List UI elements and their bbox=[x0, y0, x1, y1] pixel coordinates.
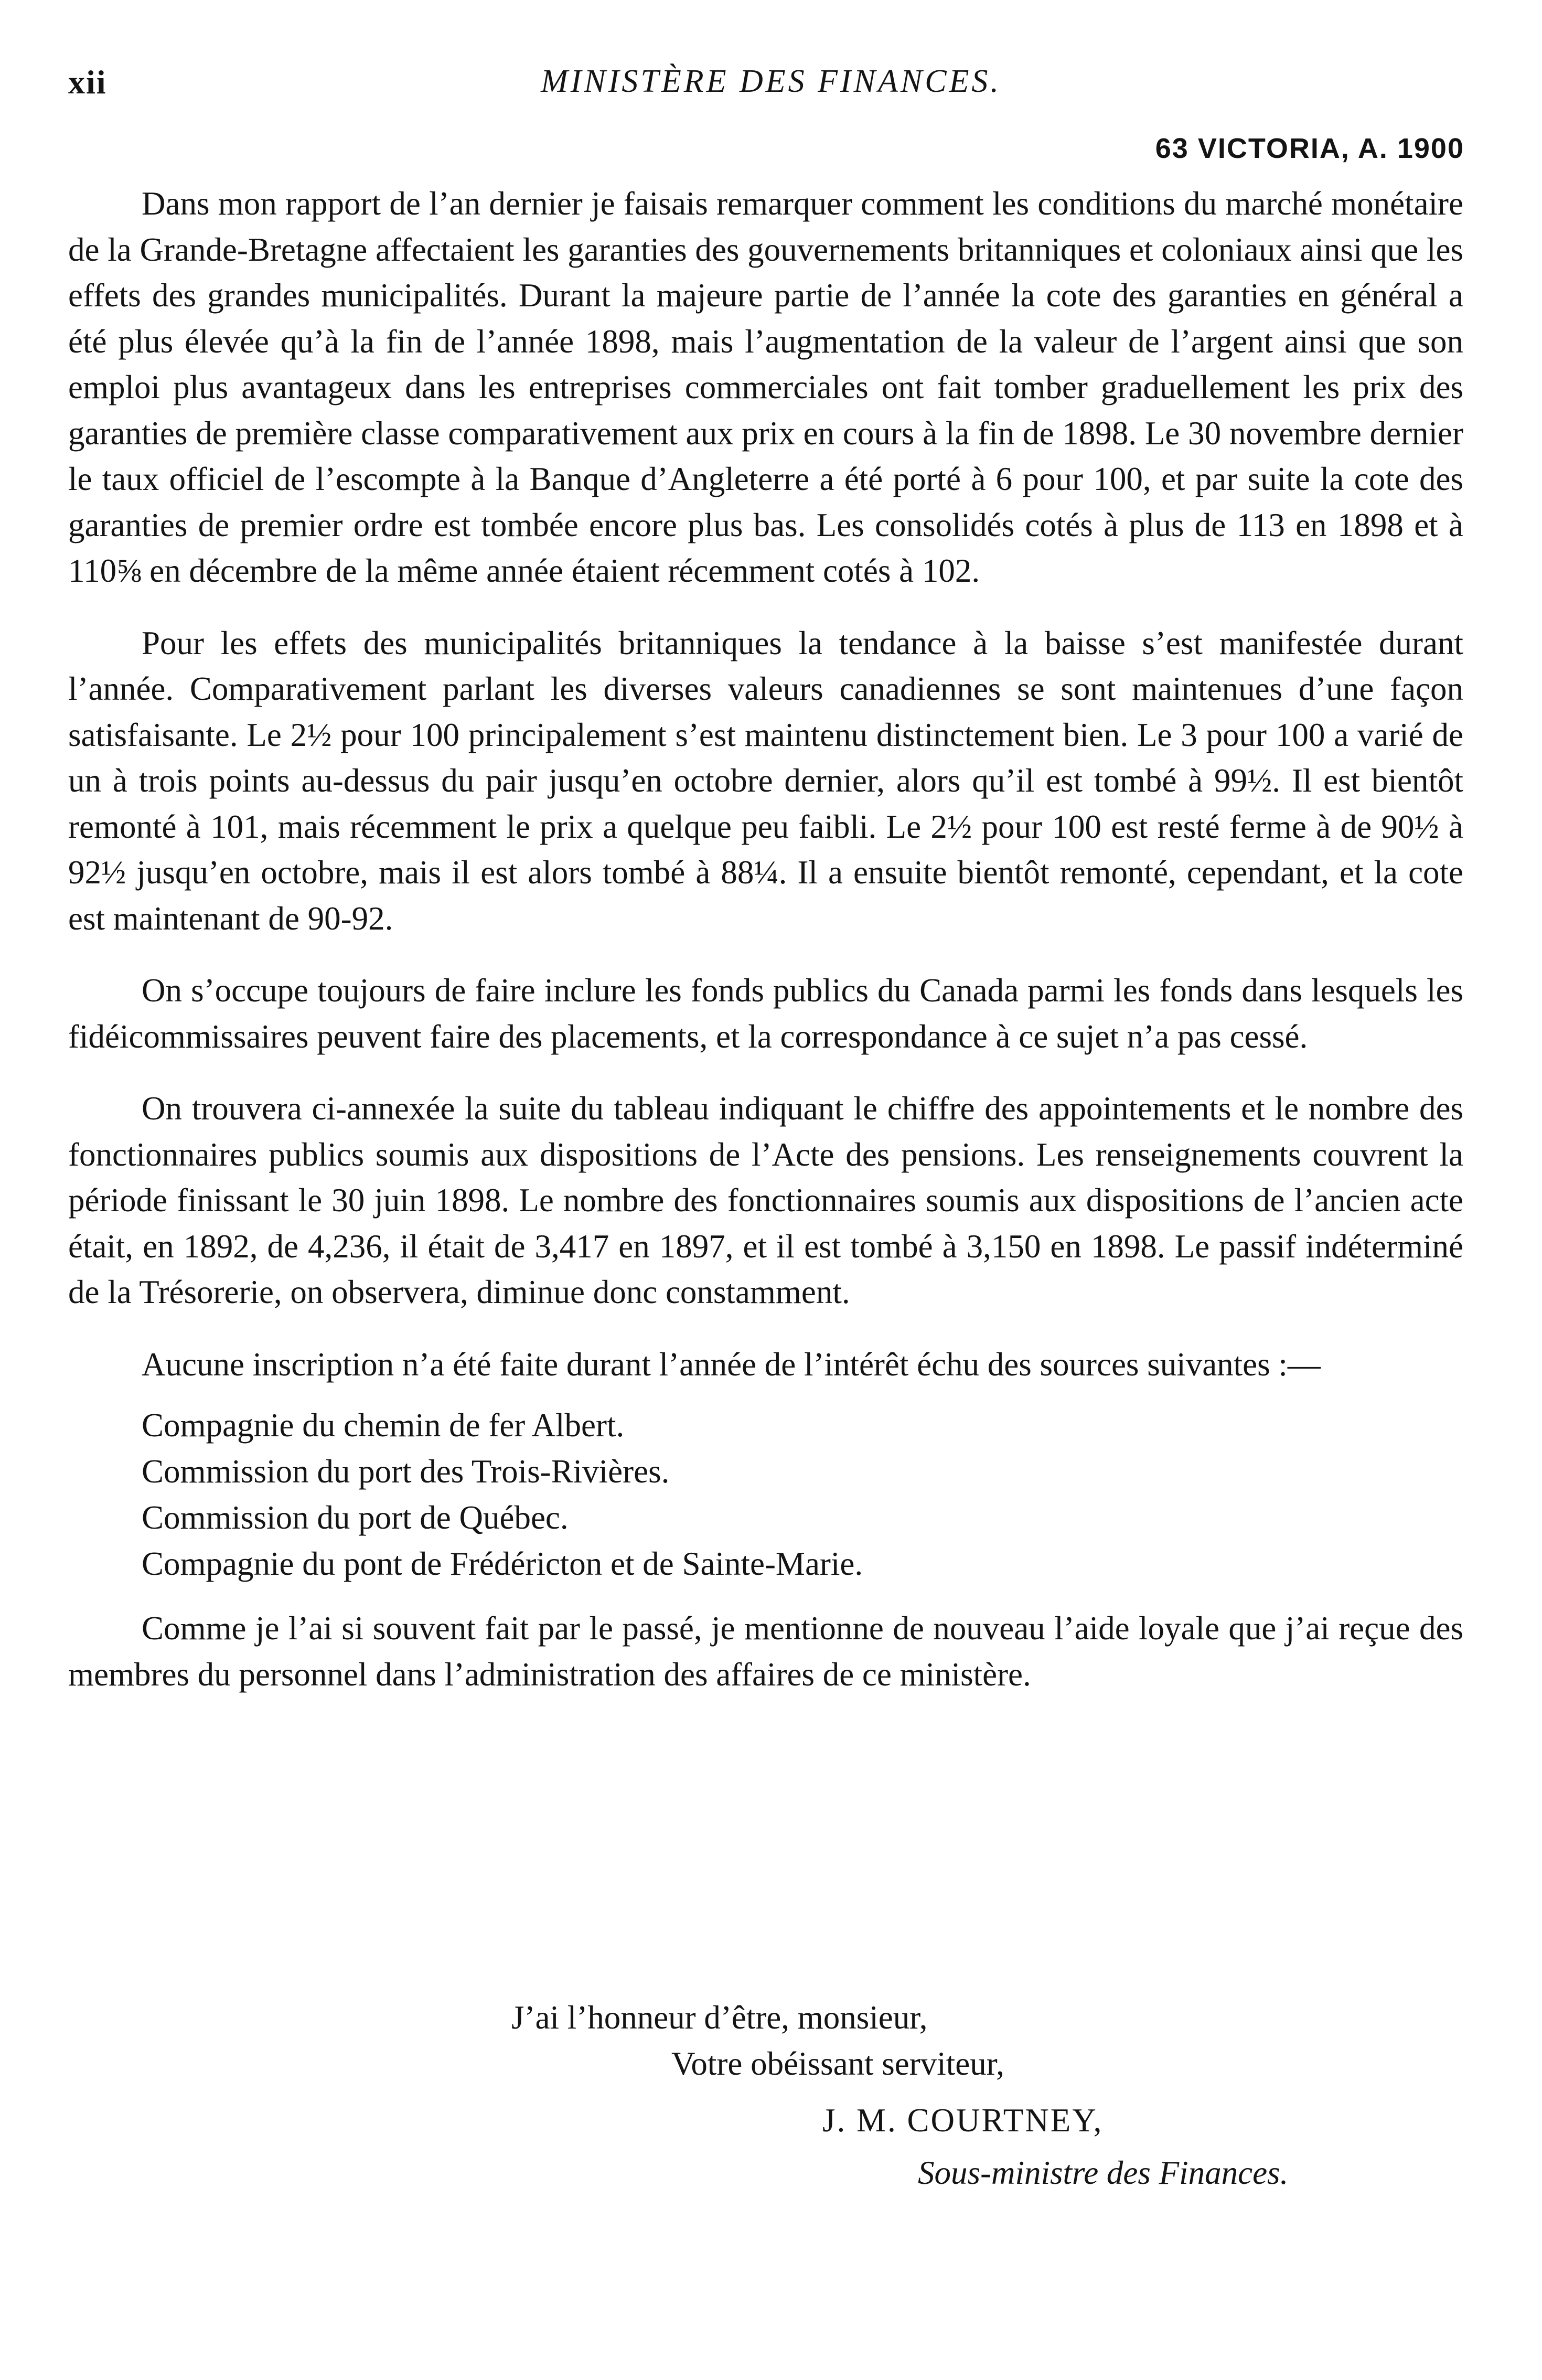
report-body bbox=[68, 181, 1463, 1724]
signature-block bbox=[0, 1999, 1542, 2271]
list-item: Commission du port des Trois-Rivières. bbox=[142, 1453, 670, 1490]
page-number: xii bbox=[68, 63, 107, 101]
paragraph-market-conditions: Dans mon rapport de l’an dernier je faisais remarquer comment les conditions du marché monétaire de la Grande-Bretagne affectaient les garanties des gouvernements britanniques et coloniaux ainsi que les effets des grandes municipalités. Durant la majeure partie de l’année la cote des garanties en général a été plus élevée qu’à la fin de l’année 1898, mais l’augmentation de la valeur de l’argent ainsi que son emploi plus avantageux dans les entreprises commerciales ont fait tomber graduellement les prix des garanties de première classe comparativement aux prix en cours à la fin de 1898. Le 30 novembre dernier le taux officiel de l’escompte à la Banque d’Angleterre a été porté à 6 pour 100, et par suite la cote des garanties de premier ordre est tombée encore plus bas. Les consolidés cotés à plus de 113 en 1898 et à 110⅝ en décembre de la même année étaient récemment cotés à 102. bbox=[68, 185, 1463, 589]
list-item: Commission du port de Québec. bbox=[142, 1499, 569, 1536]
signatory-name: J. M. COURTNEY, bbox=[822, 2102, 1104, 2139]
session-label: 63 VICTORIA, A. 1900 bbox=[1155, 133, 1464, 164]
paragraph-municipal-securities: Pour les effets des municipalités britanniques la tendance à la baisse s’est manifestée durant l’année. Comparativement parlant les diverses valeurs canadiennes se sont maintenues d’une façon satisfaisante. Le 2½ pour 100 principalement s’est maintenu distinctement bien. Le 3 pour 100 a varié de un à trois points au-dessus du pair jusqu’en octobre dernier, alors qu’il est tombé à 99½. Il est bientôt remonté à 101, mais récemment le prix a quelque peu faibli. Le 2½ pour 100 est resté ferme à de 90½ à 92½ jusqu’en octobre, mais il est alors tombé à 88¼. Il a ensuite bientôt remonté, cependant, et la cote est maintenant de 90-92. bbox=[68, 624, 1463, 937]
paragraph-trustee-funds: On s’occupe toujours de faire inclure les fonds publics du Canada parmi les fonds dans lesquels les fidéicommissaires peuvent faire des placements, et la correspondance à ce sujet n’a pas cessé. bbox=[68, 972, 1463, 1055]
signature-closing: Votre obéissant serviteur, bbox=[671, 2045, 1004, 2082]
signature-salutation: J’ai l’honneur d’être, monsieur, bbox=[511, 1999, 928, 2036]
paragraph-interest-sources: Aucune inscription n’a été faite durant l’année de l’intérêt échu des sources suivantes :— bbox=[142, 1346, 1321, 1383]
header-title: MINISTÈRE DES FINANCES. bbox=[541, 63, 1001, 99]
signatory-title: Sous-ministre des Finances. bbox=[918, 2154, 1289, 2191]
sources-list bbox=[68, 1402, 1463, 1587]
list-item: Compagnie du pont de Frédéricton et de Sainte-Marie. bbox=[142, 1545, 863, 1582]
running-header bbox=[68, 63, 1474, 105]
paragraph-pensions: On trouvera ci-annexée la suite du tableau indiquant le chiffre des appointements et le nombre des fonctionnaires publics soumis aux dispositions de l’Acte des pensions. Les renseignements couvrent la période finissant le 30 juin 1898. Le nombre des fonctionnaires soumis aux dispositions de l’ancien acte était, en 1892, de 4,236, il était de 3,417 en 1897, et il est tombé à 3,150 en 1898. Le passif indéterminé de la Trésorerie, on observera, diminue donc constamment. bbox=[68, 1090, 1463, 1310]
paragraph-acknowledgement: Comme je l’ai si souvent fait par le passé, je mentionne de nouveau l’aide loyale que j’ai reçue des membres du personnel dans l’administration des affaires de ce ministère. bbox=[68, 1610, 1463, 1693]
list-item: Compagnie du chemin de fer Albert. bbox=[142, 1407, 625, 1444]
